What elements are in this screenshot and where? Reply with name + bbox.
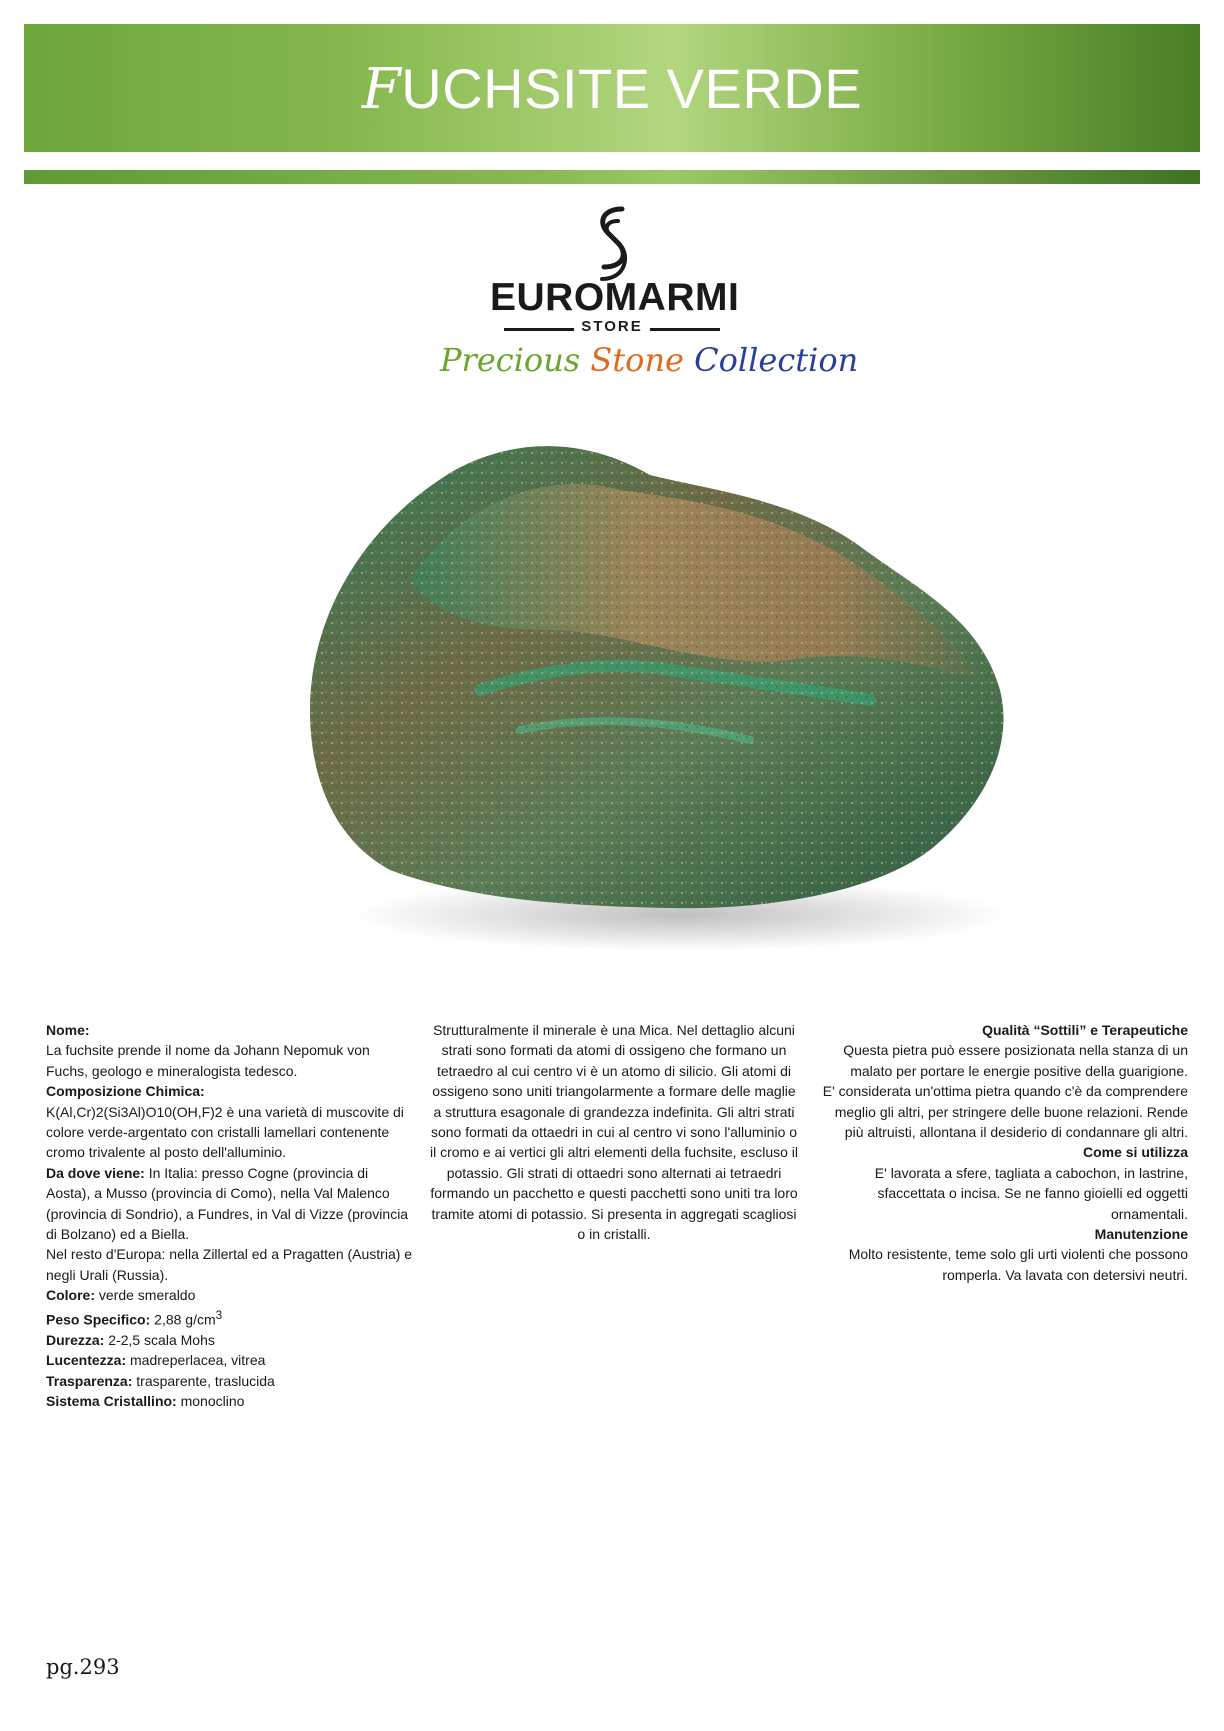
colore-text: verde smeraldo xyxy=(95,1287,196,1304)
lucentezza-label: Lucentezza: xyxy=(46,1352,127,1369)
collection-word-3: Collection xyxy=(694,341,859,379)
middle-column xyxy=(428,1020,800,1244)
collection-word-2: Stone xyxy=(590,341,684,379)
durezza-text: 2-2,5 scala Mohs xyxy=(104,1331,215,1348)
header-stripe xyxy=(24,170,1200,184)
qualita-text-2: E' considerata un'ottima pietra quando c'è da comprendere meglio gli altri, per stringere delle buone relazioni. Rende più altruisti, allontana il desiderio di condannare gli altri. xyxy=(822,1083,1188,1141)
logo-store: STORE xyxy=(581,318,643,335)
peso-sup: 3 xyxy=(215,1308,223,1322)
origin-label: Da dove viene: xyxy=(46,1164,145,1181)
nome-text: La fuchsite prende il nome da Johann Nepomuk von Fuchs, geologo e mineralogista tedesco. xyxy=(46,1042,370,1079)
page-number: pg.293 xyxy=(46,1655,120,1679)
manutenzione-heading: Manutenzione xyxy=(1094,1226,1188,1243)
peso-label: Peso Specifico: xyxy=(46,1311,151,1328)
left-column xyxy=(46,1020,414,1411)
lucentezza-text: madreperlacea, vitrea xyxy=(126,1352,266,1369)
qualita-text-1: Questa pietra può essere posizionata nella stanza di un malato per portare le energie positive della guarigione. xyxy=(843,1042,1188,1079)
title-initial: F xyxy=(361,57,402,122)
sistema-label: Sistema Cristallino: xyxy=(46,1392,177,1409)
structure-text: Strutturalmente il minerale è una Mica. Nel dettaglio alcuni strati sono formati da atomi di ossigeno che formano un tetraedro al cui centro vi è un atomo di silicio. Gli atomi di ossigeno sono uniti triangolarmente a formare delle maglie a struttura esagonale di grandezza indefinita. Gli altri strati sono formati da ottaedri in cui al centro vi sono l'alluminio o il cromo e ai vertici gli altri elementi della fuchsite, escluso il potassio. Gli strati di ottaedri sono alternati ai tetraedri formando un pacchetto e questi pacchetti sono uniti tra loro tramite atomi di potassio. Si presenta in aggregati scagliosi o in cristalli. xyxy=(429,1022,799,1243)
trasparenza-text: trasparente, traslucida xyxy=(132,1372,275,1389)
title-banner xyxy=(24,24,1200,152)
logo-rule-right xyxy=(650,328,720,331)
page-title xyxy=(24,59,1200,120)
collection-word-1: Precious xyxy=(440,341,581,379)
europe-text: Nel resto d'Europa: nella Zillertal ed a Pragatten (Austria) e negli Urali (Russia). xyxy=(46,1246,413,1283)
colore-label: Colore: xyxy=(46,1287,95,1304)
logo-brand: EUROMARMI xyxy=(490,276,740,319)
right-column xyxy=(820,1020,1188,1285)
sistema-text: monoclino xyxy=(176,1392,245,1409)
trasparenza-label: Trasparenza: xyxy=(46,1372,133,1389)
manutenzione-text: Molto resistente, teme solo gli urti violenti che possono romperla. Va lavata con detersivi neutri. xyxy=(848,1246,1188,1283)
comp-label: Composizione Chimica: xyxy=(46,1083,205,1100)
collection-tagline xyxy=(440,335,859,385)
peso-text: 2,88 g/cm xyxy=(150,1311,216,1328)
qualita-heading: Qualità “Sottili” e Terapeutiche xyxy=(982,1022,1188,1038)
durezza-label: Durezza: xyxy=(46,1331,105,1348)
nome-label: Nome: xyxy=(46,1022,90,1038)
origin-text: In Italia: presso Cogne (provincia di Aosta), a Musso (provincia di Como), nella Val Malenco (provincia di Sondrio), a Fundres, in Val di Vizze (provincia di Bolzano) ed a Biella. xyxy=(46,1164,409,1243)
title-rest: UCHSITE VERDE xyxy=(401,57,863,120)
logo-mark-icon xyxy=(592,205,632,287)
utilizzo-text: E' lavorata a sfere, tagliata a cabochon, in lastrine, sfaccettata o incisa. Se ne fanno gioielli ed oggetti ornamentali. xyxy=(874,1164,1188,1222)
utilizzo-heading: Come si utilizza xyxy=(1082,1144,1188,1161)
stone-photo xyxy=(290,430,1030,970)
comp-text: K(Al,Cr)2(Si3Al)O10(OH,F)2 è una varietà di muscovite di colore verde-argentato con cristalli lamellari contenente cromo trivalente al posto dell'alluminio. xyxy=(46,1103,404,1161)
